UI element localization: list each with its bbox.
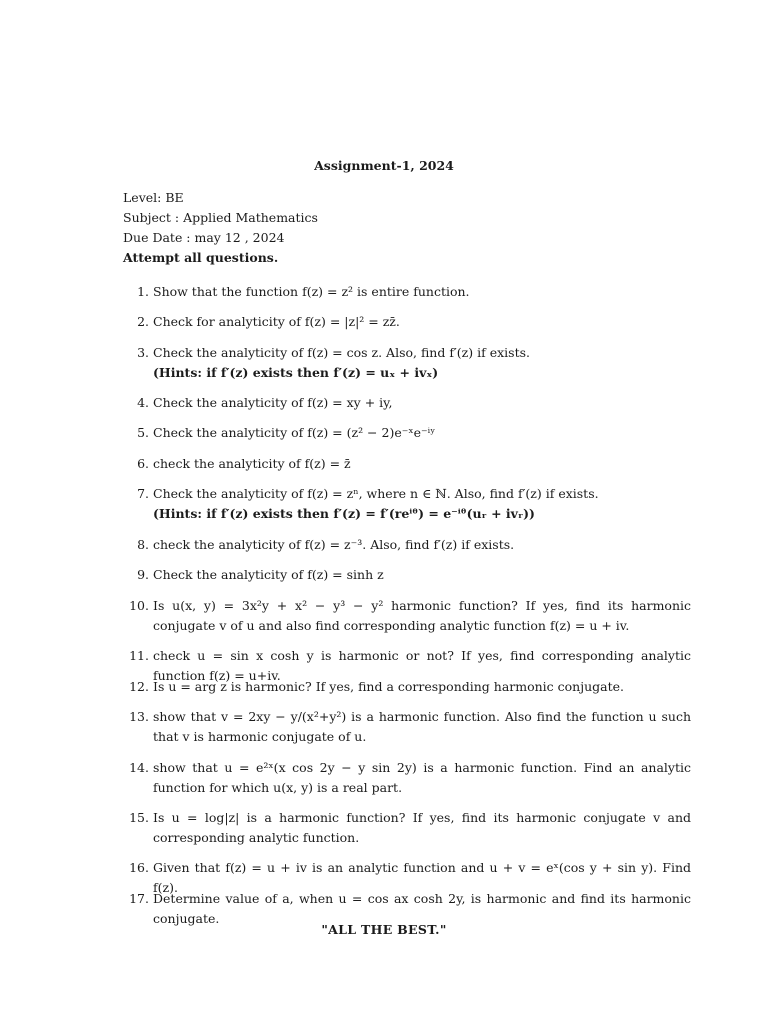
question-text: Determine value of a, when u = cos ax cosh 2y, is harmonic and find its harmonic conjugate.: [153, 891, 691, 926]
question-number: 9.: [137, 567, 149, 582]
question-item: [123, 535, 691, 555]
question-item: [123, 423, 691, 443]
question-number: 2.: [137, 314, 149, 329]
question-item: [123, 565, 691, 585]
due-date-line: Due Date : may 12 , 2024: [123, 230, 285, 245]
question-text: check the analyticity of f(z) = z̄: [153, 456, 351, 471]
question-item: [123, 677, 691, 697]
question-text: Check the analyticity of f(z) = zⁿ, where n ∈ ℕ. Also, find f′(z) if exists.: [153, 486, 599, 501]
question-item: [123, 808, 691, 848]
question-item: [123, 484, 691, 524]
question-text: Check for analyticity of f(z) = |z|² = zz̄.: [153, 314, 400, 329]
question-number: 11.: [129, 648, 149, 663]
question-hint: (Hints: if f′(z) exists then f′(z) = uₓ + ivₓ): [153, 365, 439, 380]
question-text: Check the analyticity of f(z) = sinh z: [153, 567, 384, 582]
question-number: 10.: [129, 598, 149, 613]
question-text: show that u = e²ˣ(x cos 2y − y sin 2y) is a harmonic function. Find an analytic function for which u(x, y) is a real part.: [153, 760, 691, 795]
question-number: 12.: [129, 679, 149, 694]
question-text: Check the analyticity of f(z) = xy + iy,: [153, 395, 393, 410]
question-text: show that v = 2xy − y/(x²+y²) is a harmonic function. Also find the function u such that v is harmonic conjugate of u.: [153, 709, 691, 744]
question-item: [123, 282, 691, 302]
question-item: [123, 707, 691, 747]
question-number: 4.: [137, 395, 149, 410]
question-item: [123, 312, 691, 332]
question-text: check u = sin x cosh y is harmonic or not? If yes, find corresponding analytic function f(z) = u+iv.: [153, 648, 691, 683]
question-text: Given that f(z) = u + iv is an analytic function and u + v = eˣ(cos y + sin y). Find f(z).: [153, 860, 691, 895]
question-number: 6.: [137, 456, 149, 471]
question-number: 15.: [129, 810, 149, 825]
closing-message: "ALL THE BEST.": [321, 922, 447, 937]
question-number: 14.: [129, 760, 149, 775]
question-text: Is u(x, y) = 3x²y + x² − y³ − y² harmonic function? If yes, find its harmonic conjugate v of u and also find corresponding analytic function f(z) = u + iv.: [153, 598, 691, 633]
question-item: [123, 393, 691, 413]
question-number: 5.: [137, 425, 149, 440]
question-number: 1.: [137, 284, 149, 299]
level-line: Level: BE: [123, 190, 184, 205]
question-text: Check the analyticity of f(z) = (z² − 2)e⁻ˣe⁻ⁱʸ: [153, 425, 436, 440]
question-item: [123, 596, 691, 636]
question-number: 3.: [137, 345, 149, 360]
question-number: 7.: [137, 486, 149, 501]
question-item: [123, 454, 691, 474]
question-number: 13.: [129, 709, 149, 724]
question-text: Is u = arg z is harmonic? If yes, find a corresponding harmonic conjugate.: [153, 679, 624, 694]
instruction-line: Attempt all questions.: [123, 250, 279, 265]
question-number: 16.: [129, 860, 149, 875]
question-text: Is u = log|z| is a harmonic function? If yes, find its harmonic conjugate v and corresponding analytic function.: [153, 810, 691, 845]
page-title: Assignment-1, 2024: [314, 158, 454, 173]
question-text: check the analyticity of f(z) = z⁻³. Also, find f′(z) if exists.: [153, 537, 515, 552]
question-text: Show that the function f(z) = z² is entire function.: [153, 284, 470, 299]
question-number: 8.: [137, 537, 149, 552]
subject-line: Subject : Applied Mathematics: [123, 210, 318, 225]
question-text: Check the analyticity of f(z) = cos z. Also, find f′(z) if exists.: [153, 345, 530, 360]
question-hint: (Hints: if f′(z) exists then f′(z) = f′(reⁱᶿ) = e⁻ⁱᶿ(uᵣ + ivᵣ)): [153, 506, 535, 521]
question-item: [123, 343, 691, 383]
question-item: [123, 758, 691, 798]
question-number: 17.: [129, 891, 149, 906]
